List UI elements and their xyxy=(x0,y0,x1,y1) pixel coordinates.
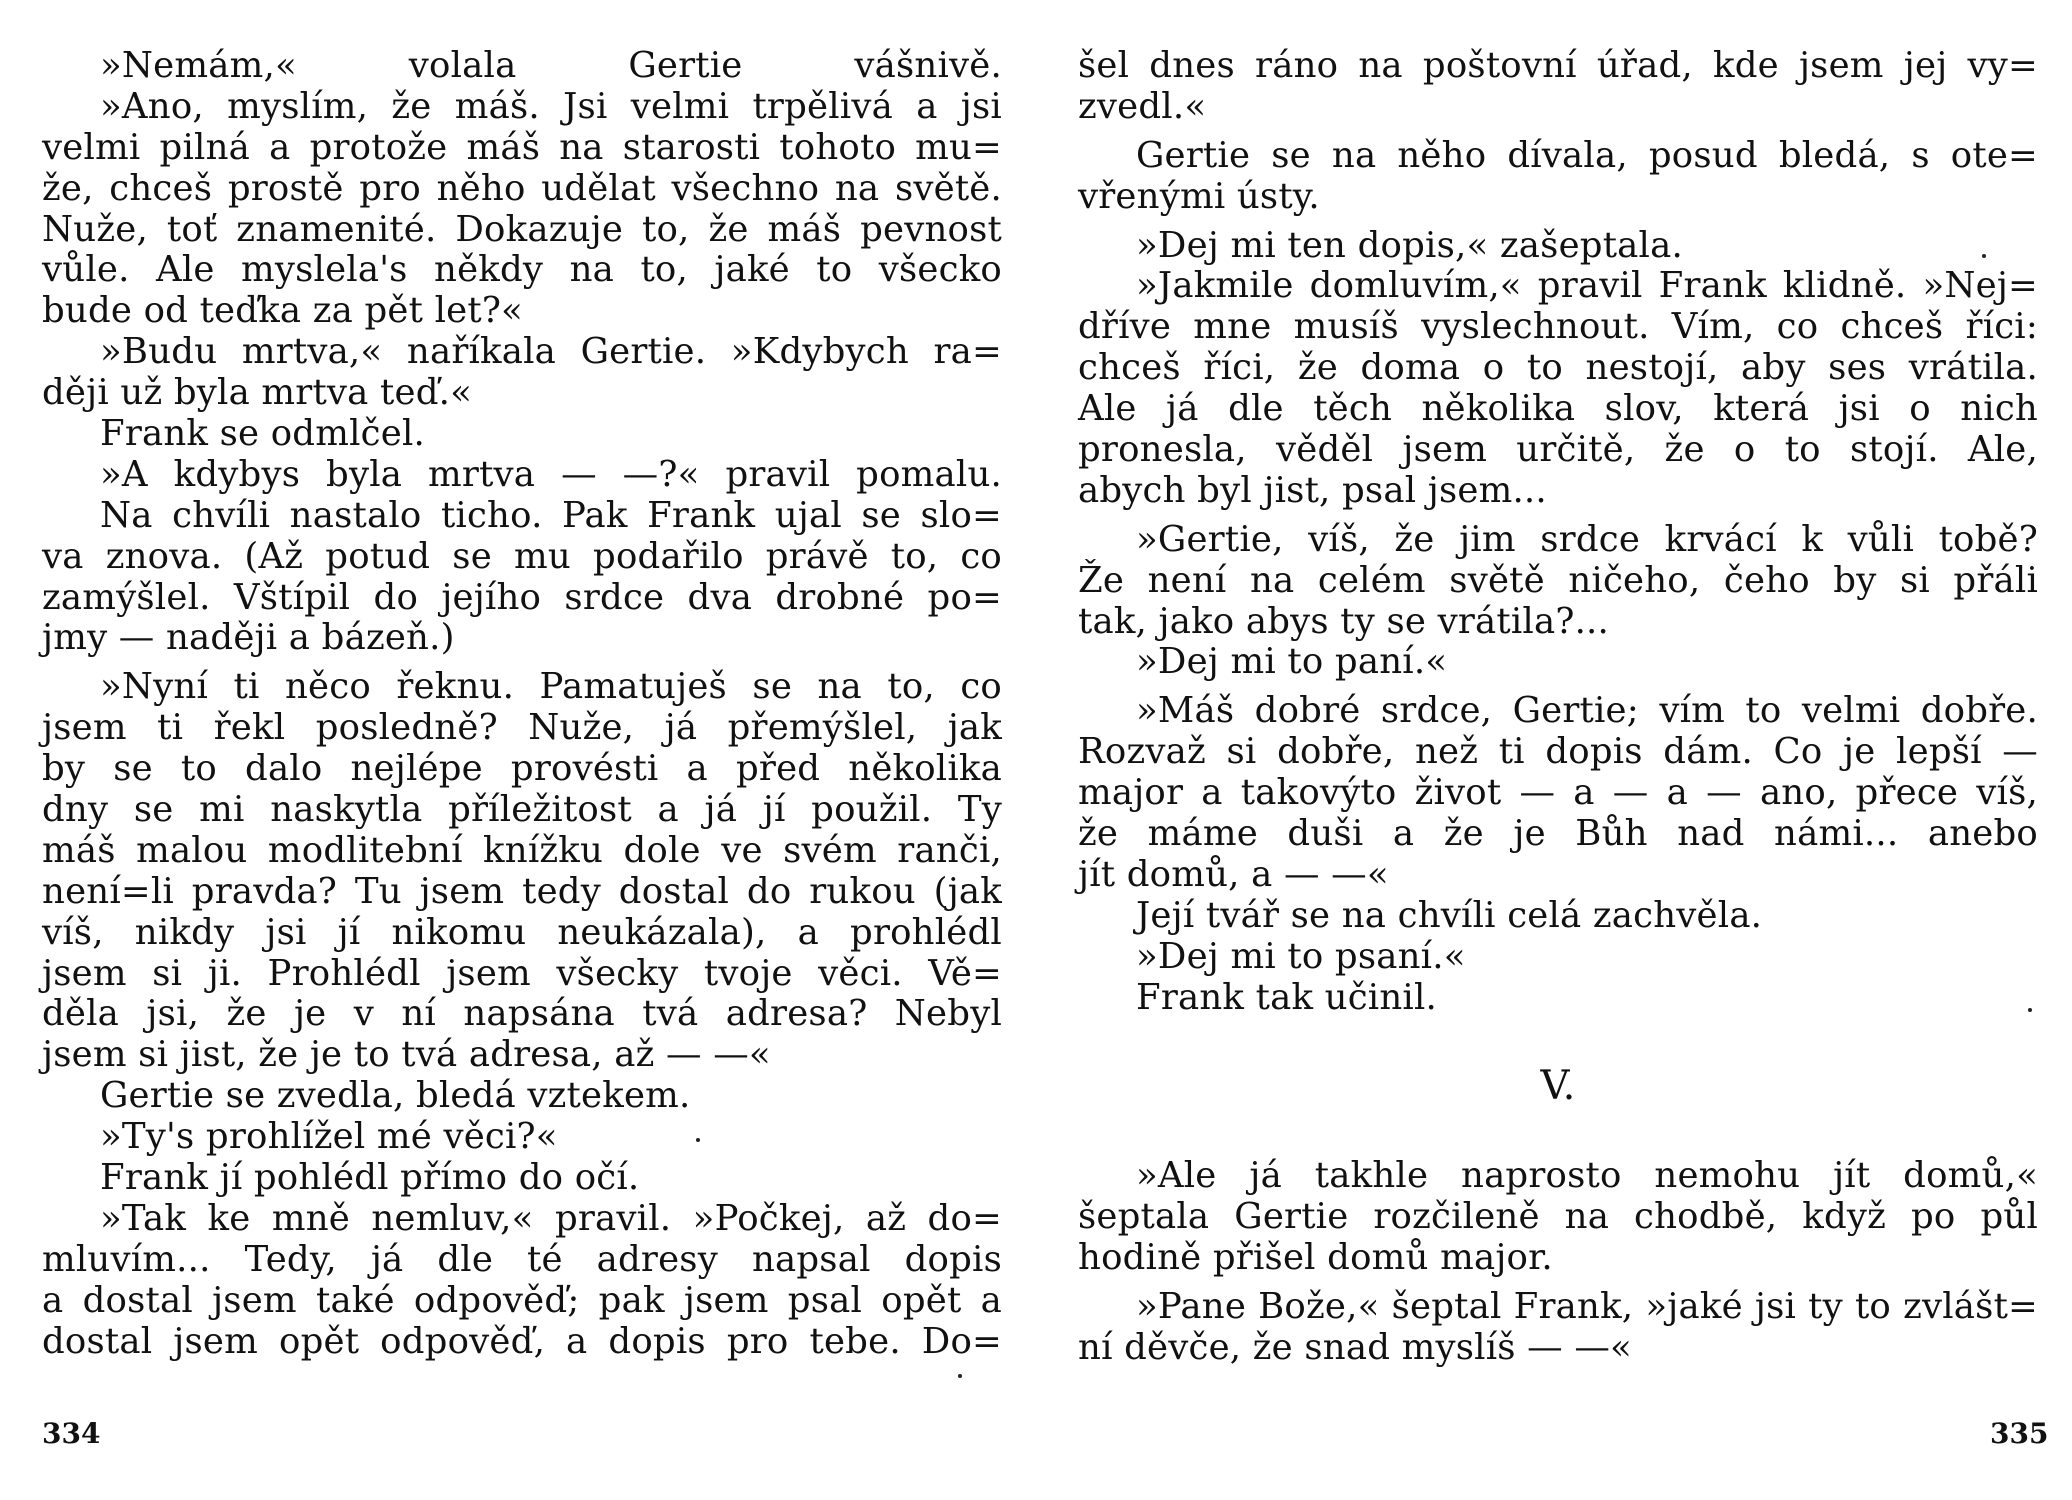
left-page-text xyxy=(42,46,1002,1363)
text-line: máš malou modlitební knížku dole ve svém ranči, xyxy=(42,829,1002,871)
text-line: šel dnes ráno na poštovní úřad, kde jsem jej vy= xyxy=(1078,45,2038,86)
text-line: »Tak ke mně nemluv,« pravil. »Počkej, až do= xyxy=(100,1197,1002,1239)
text-line: Nuže, toť znamenité. Dokazuje to, že máš pevnost xyxy=(42,208,1002,250)
text-line: není=li pravda? Tu jsem tedy dostal do rukou (jak xyxy=(42,870,1002,912)
right-page xyxy=(1078,46,2038,1369)
text-line: jsem ti řekl posledně? Nuže, já přemýšlel, jak xyxy=(42,707,1002,749)
text-line: Na chvíli nastalo ticho. Pak Frank ujal se slo= xyxy=(100,494,1002,536)
text-line: jsem si ji. Prohlédl jsem všecky tvoje věci. Vě= xyxy=(42,952,1002,994)
text-line: jmy — naději a bázeň.) xyxy=(42,617,455,659)
text-line: hodině přišel domů major. xyxy=(1078,1237,1553,1279)
text-line: tak, jako abys ty se vrátila?... xyxy=(1078,600,1610,642)
text-line: dostal jsem opět odpověď, a dopis pro tebe. Do= xyxy=(42,1320,1002,1362)
text-line: »Pane Bože,« šeptal Frank, »jaké jsi ty to zvlášt= xyxy=(1136,1286,2038,1328)
text-line: jít domů, a — —« xyxy=(1078,853,1389,895)
print-speck xyxy=(2028,1008,2032,1012)
text-line: Frank jí pohlédl přímo do očí. xyxy=(100,1157,640,1199)
text-line: va znova. (Až potud se mu podařilo právě to, co xyxy=(42,535,1002,577)
text-line: »Gertie, víš, že jim srdce krvácí k vůli tobě? xyxy=(1136,518,2038,560)
text-line: Její tvář se na chvíli celá zachvěla. xyxy=(1136,894,1763,936)
text-line: »Ano, myslím, že máš. Jsi velmi trpělivá a jsi xyxy=(100,85,1002,127)
text-line: bude od teďka za pět let?« xyxy=(42,290,523,332)
text-line: by se to dalo nejlépe provésti a před několika xyxy=(42,748,1002,790)
text-line: dříve mne musíš vyslechnout. Vím, co chceš říci: xyxy=(1078,306,2038,348)
text-line: pronesla, věděl jsem určitě, že o to stojí. Ale, xyxy=(1078,429,2038,471)
text-line: Ale já dle těch několika slov, která jsi o nich xyxy=(1078,388,2038,430)
text-line: vůle. Ale myslela's někdy na to, jaké to všecko xyxy=(42,249,1002,291)
text-line: »Dej mi ten dopis,« zašeptala. xyxy=(1136,224,1683,266)
text-line: víš, nikdy jsi jí nikomu neukázala), a prohlédl xyxy=(42,911,1002,953)
text-line: »Jakmile domluvím,« pravil Frank klidně. »Nej= xyxy=(1136,265,2038,307)
text-line: že máme duši a že je Bůh nad námi... anebo xyxy=(1078,813,2038,855)
text-line: Frank tak učinil. xyxy=(1136,976,1438,1018)
text-line: Frank se odmlčel. xyxy=(100,413,425,455)
right-page-text xyxy=(1078,46,2038,1369)
print-speck xyxy=(1982,254,1986,258)
text-line: ní děvče, že snad myslíš — —« xyxy=(1078,1327,1632,1369)
text-line: velmi pilná a protože máš na starosti tohoto mu= xyxy=(42,126,1002,168)
page-number-left: 334 xyxy=(42,1417,101,1450)
text-line: vřenými ústy. xyxy=(1078,175,1320,217)
text-line: ději už byla mrtva teď.« xyxy=(42,372,473,414)
text-line: »A kdybys byla mrtva — —?« pravil pomalu. xyxy=(100,453,1002,495)
chapter-heading: V. xyxy=(1540,1063,1576,1110)
text-line: a dostal jsem také odpověď; pak jsem psal opět a xyxy=(42,1279,1002,1321)
text-line: »Nemám,« volala Gertie vášnivě. xyxy=(100,45,1002,86)
text-line: Gertie se zvedla, bledá vztekem. xyxy=(100,1075,691,1117)
text-line: »Nyní ti něco řeknu. Pamatuješ se na to, co xyxy=(100,666,1002,708)
text-line: děla jsi, že je v ní napsána tvá adresa? Nebyl xyxy=(42,993,1002,1035)
text-line: »Budu mrtva,« naříkala Gertie. »Kdybych ra= xyxy=(100,331,1002,373)
text-line: »Máš dobré srdce, Gertie; vím to velmi dobře. xyxy=(1136,690,2038,732)
print-speck xyxy=(696,1138,700,1142)
text-line: abych byl jist, psal jsem... xyxy=(1078,469,1547,511)
text-line: mluvím... Tedy, já dle té adresy napsal dopis xyxy=(42,1238,1002,1280)
text-line: dny se mi naskytla příležitost a já jí použil. Ty xyxy=(42,789,1002,831)
text-line: »Ty's prohlížel mé věci?« xyxy=(100,1116,558,1158)
text-line: zamýšlel. Vštípil do jejího srdce dva drobné po= xyxy=(42,576,1002,618)
text-line: »Ale já takhle naprosto nemohu jít domů,« xyxy=(1136,1155,2038,1197)
text-line: chceš říci, že doma o to nestojí, aby ses vrátila. xyxy=(1078,347,2038,389)
page-number-right: 335 xyxy=(1990,1417,2049,1450)
left-page xyxy=(42,46,1002,1363)
text-line: šeptala Gertie rozčileně na chodbě, když po půl xyxy=(1078,1196,2038,1238)
text-line: major a takovýto život — a — a — ano, přece víš, xyxy=(1078,772,2038,814)
print-speck xyxy=(958,1374,962,1378)
text-line: Gertie se na něho dívala, posud bledá, s ote= xyxy=(1136,134,2038,176)
text-line: jsem si jist, že je to tvá adresa, až — —« xyxy=(42,1034,771,1076)
text-line: »Dej mi to psaní.« xyxy=(1136,935,1466,977)
text-line: že, chceš prostě pro něho udělat všechno na světě. xyxy=(42,167,1002,209)
text-line: »Dej mi to paní.« xyxy=(1136,641,1448,683)
text-line: Rozvaž si dobře, než ti dopis dám. Co je lepší — xyxy=(1078,731,2038,773)
text-line: zvedl.« xyxy=(1078,85,1207,127)
text-line: Že není na celém světě ničeho, čeho by si přáli xyxy=(1078,559,2038,601)
